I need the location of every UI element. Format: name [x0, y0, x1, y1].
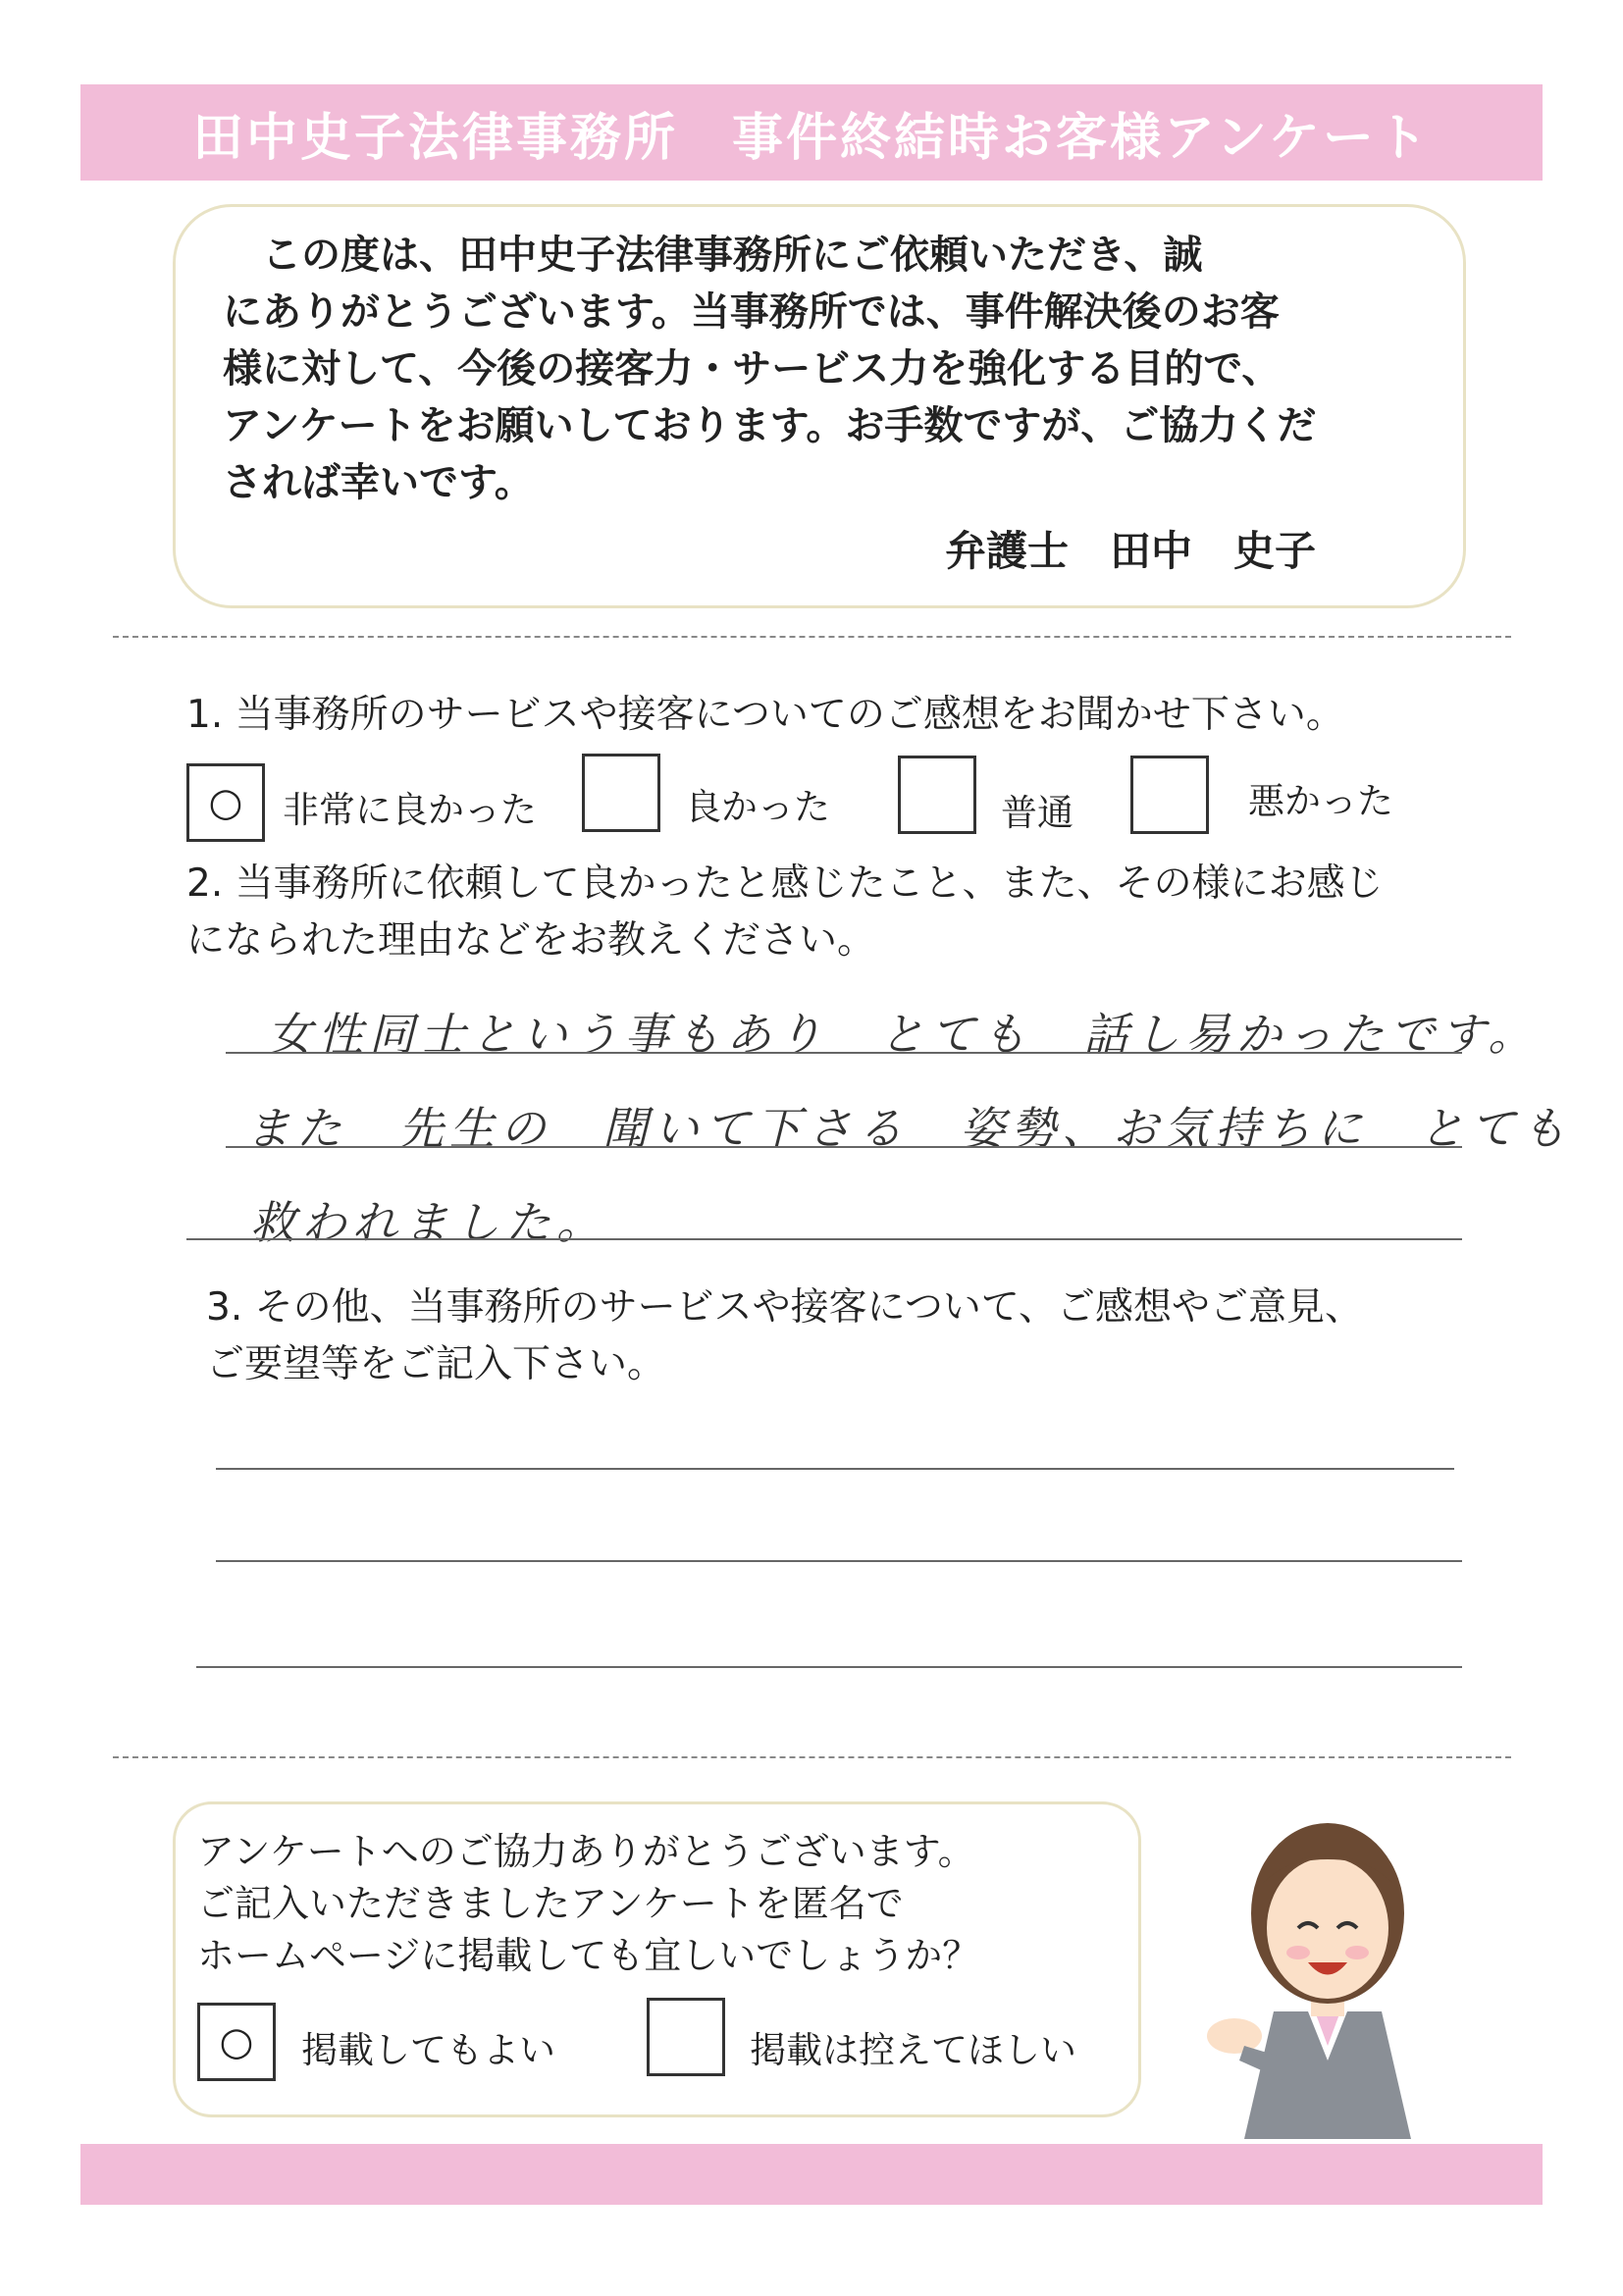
answer-line-1: 女性同士という事もあり とても 話し易かったです。	[267, 1008, 1540, 1061]
option-very-good-label: 非常に良かった	[283, 789, 537, 831]
intro-box	[173, 204, 1466, 608]
footer-banner	[80, 2144, 1543, 2205]
answer-rule[interactable]	[216, 1560, 1462, 1562]
checkbox-good[interactable]	[582, 754, 660, 832]
check-mark	[585, 757, 657, 829]
divider	[113, 636, 1511, 638]
question-2: 2. 当事務所に依頼して良かったと感じたこと、また、その様にお感じ になられた理由などをお教えください。	[186, 861, 1384, 963]
page-title: 田中史子法律事務所 事件終結時お客様アンケート	[192, 108, 1431, 168]
answer-rule[interactable]	[216, 1468, 1454, 1470]
check-mark	[901, 758, 973, 831]
checkbox-very-good[interactable]	[186, 763, 265, 842]
option-publish-ok-label: 掲載してもよい	[301, 2029, 555, 2071]
answer-line-2: また 先生の 聞いて下さる 姿勢、お気持ちに とても	[245, 1102, 1572, 1155]
check-mark: ○	[219, 2019, 254, 2064]
check-mark	[1133, 758, 1206, 831]
check-mark: ○	[208, 780, 243, 825]
closing-text: アンケートへのご協力ありがとうございます。 ご記入いただきましたアンケートを匿名で ホームページに掲載しても宜しいでしょうか？	[197, 1830, 980, 1977]
checkbox-bad[interactable]	[1130, 756, 1209, 834]
check-mark	[650, 2001, 722, 2073]
answer-rule	[226, 1146, 1462, 1148]
header-banner	[80, 84, 1543, 181]
answer-rule	[226, 1052, 1462, 1054]
signature: 弁護士 田中 史子	[944, 527, 1316, 575]
question-1: 1. 当事務所のサービスや接客についてのご感想をお聞かせ下さい。	[186, 693, 1344, 737]
answer-rule[interactable]	[196, 1666, 1462, 1668]
answer-rule	[186, 1238, 1462, 1240]
option-publish-no-label: 掲載は控えてほしい	[750, 2029, 1076, 2071]
checkbox-publish-no[interactable]	[647, 1998, 725, 2076]
option-bad-label: 悪かった	[1248, 780, 1393, 822]
answer-line-3: 救われました。	[250, 1196, 607, 1249]
closing-box	[173, 1801, 1141, 2117]
question-3: 3. その他、当事務所のサービスや接客について、ご感想やご意見、 ご要望等をご記入下さい。	[206, 1285, 1364, 1386]
option-good-label: 良かった	[685, 786, 830, 828]
woman-lawyer-icon	[1205, 1766, 1450, 2139]
checkbox-publish-ok[interactable]	[197, 2003, 276, 2081]
divider	[113, 1756, 1511, 1758]
intro-text: この度は、田中史子法律事務所にご依頼いただき、誠 にありがとうございます。当事務所では、事件解決後のお客 様に対して、今後の接客力・サービス力を強化する目的で、 アンケートをお願いしております。お手数ですが、ご協力くだ されば幸いです。	[223, 233, 1317, 505]
checkbox-average[interactable]	[898, 756, 976, 834]
option-average-label: 普通	[1001, 792, 1073, 834]
